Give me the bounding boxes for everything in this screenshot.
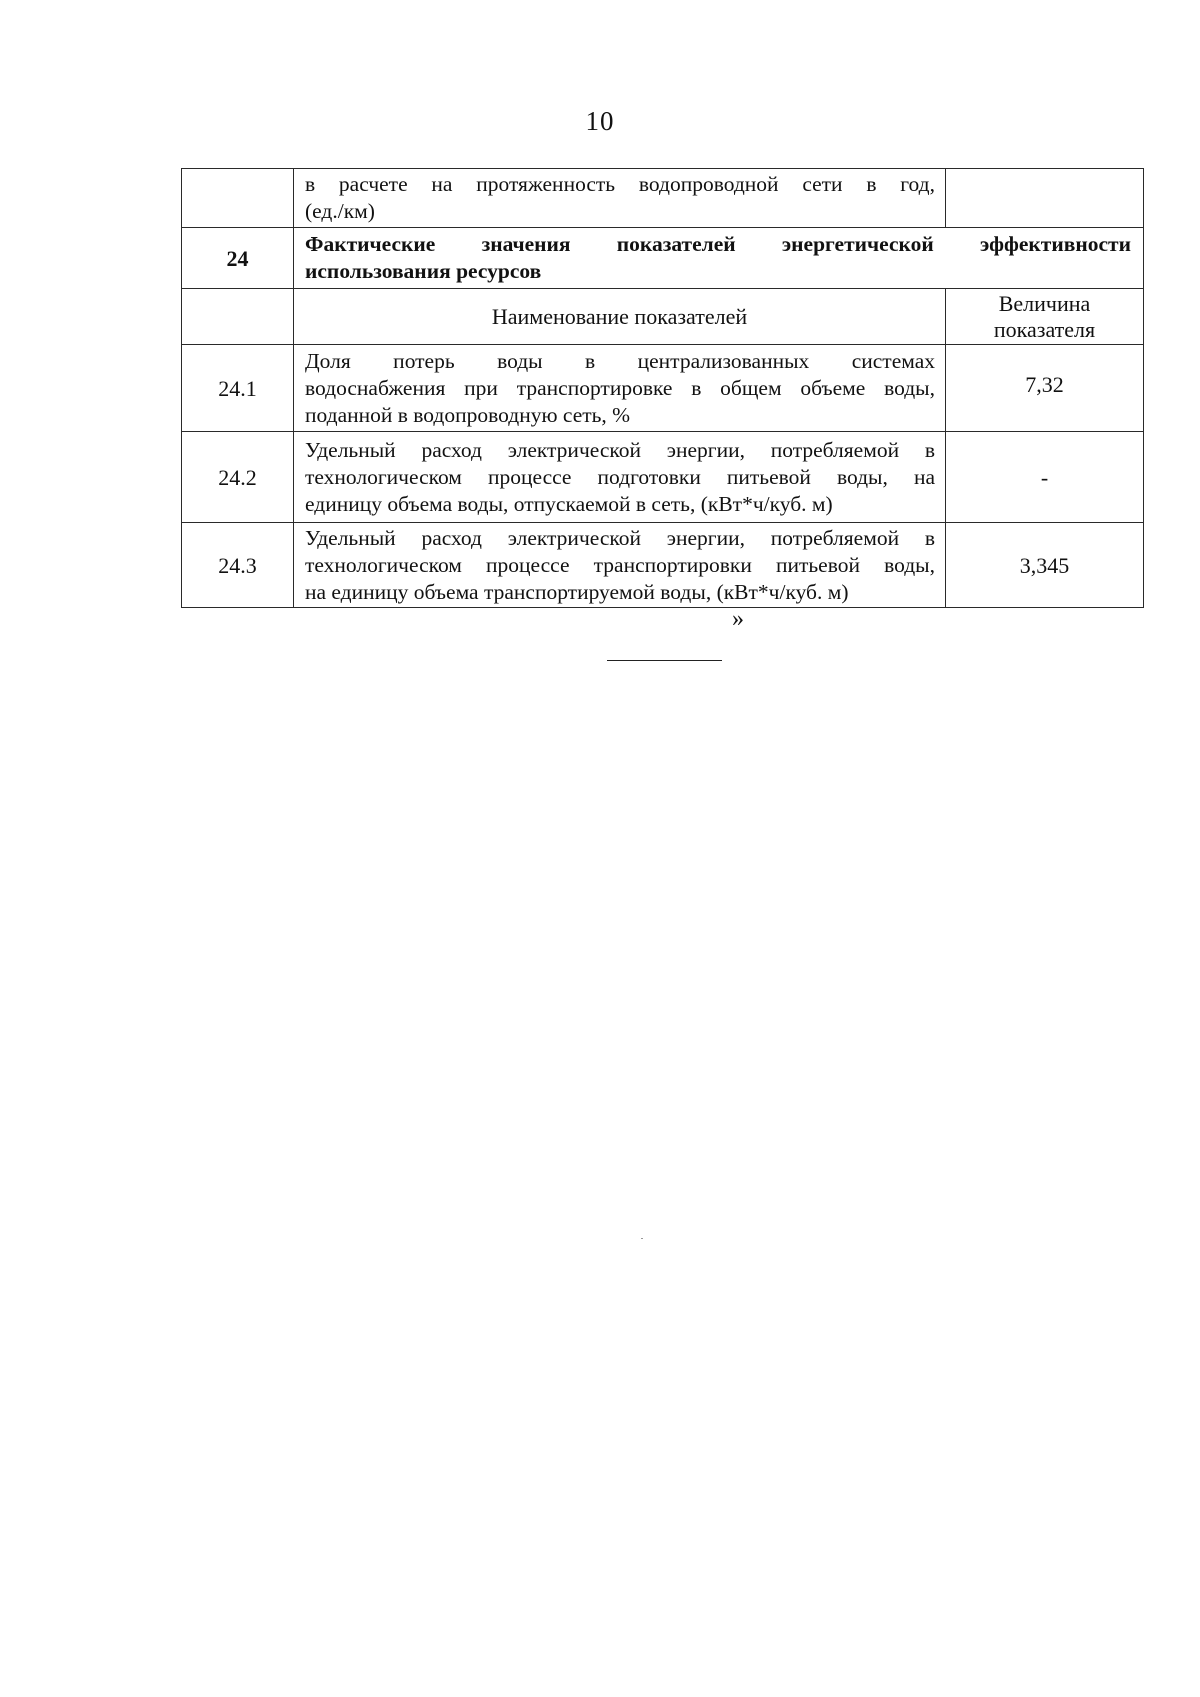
table-row: [182, 523, 1144, 608]
row-value: 3,345: [1019, 552, 1070, 578]
row-name-line1: Доля потерь воды в централизованных системах: [305, 348, 935, 373]
section-row: [182, 228, 1144, 289]
row-name-line3: на единицу объема транспортируемой воды, (кВт*ч/куб. м): [305, 579, 849, 604]
table-row: [182, 345, 1144, 432]
section-number: 24: [182, 228, 294, 289]
row-number: 24.1: [182, 345, 294, 432]
row-value-cell: [946, 345, 1144, 432]
row-name-line3: единицу объема воды, отпускаемой в сеть, (кВт*ч/куб. м): [305, 491, 833, 516]
section-title-cell: [294, 228, 1144, 289]
row-name-line3: поданной в водопроводную сеть, %: [305, 402, 631, 427]
row-name-line1: Удельный расход электрической энергии, потребляемой в: [305, 437, 935, 462]
header-name-label: Наименование показателей: [294, 289, 946, 345]
row-name-cell: [294, 345, 946, 432]
continuation-text-line2: (ед./км): [305, 199, 375, 223]
row-name-cell: [294, 523, 946, 608]
scan-speck: [641, 1238, 643, 1239]
row-name-line1: Удельный расход электрической энергии, потребляемой в: [305, 525, 935, 550]
row-value-cell: [946, 432, 1144, 523]
header-value-label-line1: Величина: [998, 290, 1091, 316]
table-row-continuation: [182, 169, 1144, 228]
row-name-line2: технологическом процессе транспортировки питьевой воды,: [305, 552, 935, 577]
row-number: 24.3: [182, 523, 294, 608]
continuation-value-cell: [946, 169, 1144, 228]
continuation-number-cell: [182, 169, 294, 228]
header-value-label-line2: показателя: [993, 316, 1096, 342]
section-title-line1: Фактические значения показателей энергетической эффективности: [305, 232, 1131, 256]
table-row: [182, 432, 1144, 523]
row-value-cell: [946, 523, 1144, 608]
row-value: 7,32: [1025, 371, 1064, 397]
header-value-cell: [946, 289, 1144, 345]
continuation-name-cell: [294, 169, 946, 228]
header-number-cell: [182, 289, 294, 345]
row-name-cell: [294, 432, 946, 523]
row-number: 24.2: [182, 432, 294, 523]
page-number: 10: [585, 106, 615, 136]
end-rule: [607, 660, 722, 661]
header-row: [182, 289, 1144, 345]
closing-quote: »: [732, 606, 744, 632]
row-name-line2: водоснабжения при транспортировке в общем объеме воды,: [305, 375, 935, 400]
indicators-table: [181, 168, 1144, 608]
row-name-line2: технологическом процессе подготовки питьевой воды, на: [305, 464, 935, 489]
section-title-line2: использования ресурсов: [305, 259, 542, 283]
row-value: -: [1040, 464, 1049, 490]
continuation-text-line1: в расчете на протяженность водопроводной сети в год,: [305, 172, 935, 196]
